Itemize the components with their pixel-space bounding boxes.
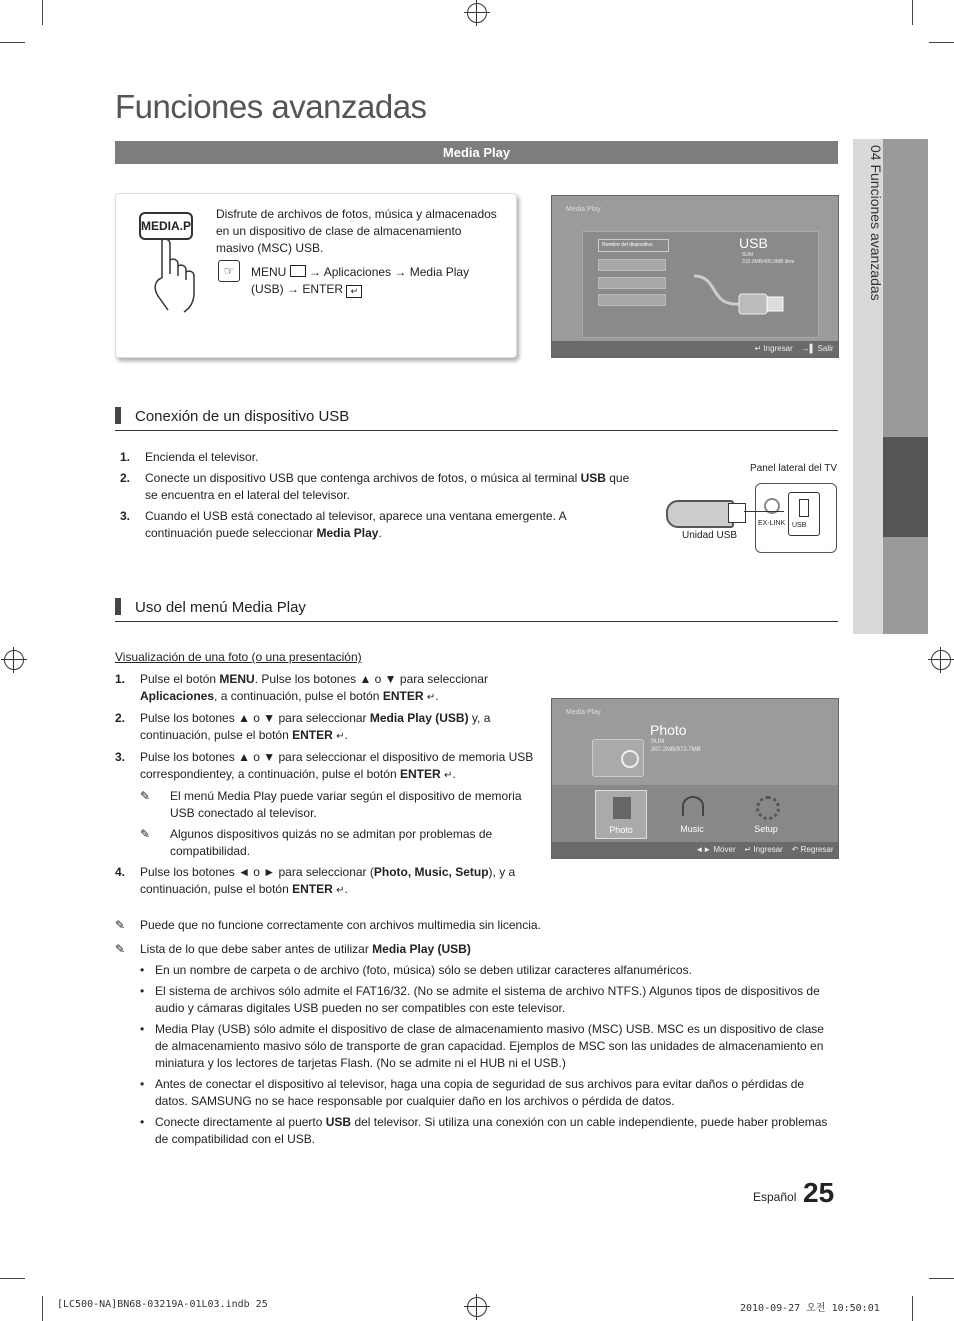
usb-screen [551, 195, 839, 358]
note-text: Algunos dispositivos quizás no se admitan por problemas de compatibilidad. [170, 827, 493, 858]
connection-arrow [744, 511, 784, 512]
enter-icon: ↵ [754, 344, 764, 353]
registration-mark-icon [467, 3, 487, 23]
gear-icon [756, 796, 780, 820]
section-bar: Media Play [115, 141, 838, 164]
crop-mark [0, 42, 25, 43]
step-text: . [378, 526, 382, 540]
heading-mark [115, 407, 121, 424]
usb-steps [120, 449, 630, 542]
hand-icon [150, 238, 208, 313]
print-footer-right: 2010-09-27 오전 10:50:01 [740, 1303, 880, 1314]
device-name: SUM [651, 739, 665, 745]
step-text: Encienda el televisor. [145, 450, 259, 464]
step-bold: USB [580, 471, 606, 485]
bullet-item [155, 983, 835, 1017]
media-p-button: MEDIA.P [139, 212, 193, 240]
side-tab-segment [883, 537, 928, 634]
device-row[interactable] [598, 294, 666, 306]
camera-icon [592, 739, 644, 777]
step-number: 2. [120, 471, 131, 485]
device-row[interactable] [598, 277, 666, 289]
footer-mover: Mover [713, 845, 736, 854]
media-play-logo: Media Play [566, 709, 601, 716]
usb-plug-icon [689, 266, 789, 321]
step-number: 3. [120, 509, 131, 523]
device-row[interactable]: Nombre del dispositivo [598, 239, 669, 252]
footer-ingresar: Ingresar [763, 344, 793, 353]
enter-label: ENTER [302, 282, 344, 296]
step-text: Pulse los botones ▲ o ▼ para seleccionar [140, 711, 370, 725]
enter-icon: ↵ [346, 285, 362, 298]
step [115, 749, 545, 784]
bullet-text: Conecte directamente al puerto [155, 1115, 326, 1129]
bullet-item [155, 1114, 835, 1148]
menu-item-setup[interactable] [741, 790, 791, 837]
usb-port [788, 492, 820, 536]
screen-footer [552, 341, 838, 357]
step-bold: ENTER [382, 689, 424, 703]
step-bold: Aplicaciones [140, 689, 215, 703]
crop-mark [0, 1278, 25, 1279]
step [120, 449, 630, 466]
side-tab-segment [883, 139, 928, 437]
unit-label: Unidad USB [682, 530, 738, 541]
bullet-item [155, 962, 835, 979]
step-text: ), y a continuación, pulse el botón [140, 865, 516, 896]
subheading: Visualización de una foto (o una presentación) [115, 650, 362, 664]
print-footer-left: [LC500-NA]BN68-03219A-01L03.indb 25 [57, 1299, 268, 1310]
bullet-text: del televisor. Si utiliza una conexión con un cable independiente, puede haber problemas de compatibilidad con el USB. [155, 1115, 828, 1146]
step-text: Pulse los botones ▲ o ▼ para seleccionar el dispositivo de memoria USB correspondientey, a continuación, pulse el botón [140, 750, 534, 781]
usb-name: SUM [742, 252, 754, 258]
step-text: , a continuación, pulse el botón [214, 689, 383, 703]
usb-stick-icon [666, 500, 734, 528]
menu-path-text: (USB) → [251, 282, 303, 296]
bullet-text: El sistema de archivos sólo admite el FAT16/32. (No se admite el sistema de archivo NTFS.) Algunos tipos de dispositivos de audio y cámaras digitales USB pueden no ser compatibles con este televisor. [155, 984, 820, 1015]
crop-mark [929, 1278, 954, 1279]
menu-item-label: Setup [754, 824, 778, 834]
usb-stick-connector [728, 503, 746, 523]
arrows-icon: ◄► [695, 845, 714, 854]
bullet-bold: USB [325, 1115, 352, 1129]
bullet-item [155, 1076, 835, 1110]
step-bold: ENTER [399, 767, 441, 781]
section-heading [115, 407, 838, 431]
step [115, 864, 545, 899]
note-icon: ✎ [140, 789, 151, 803]
note-icon: ✎ [115, 942, 126, 956]
step-bold: Media Play (USB) [369, 711, 469, 725]
media-steps [115, 671, 545, 899]
usb-slot-icon [799, 499, 809, 517]
bullet-text: En un nombre de carpeta o de archivo (foto, música) sólo se deben utilizar caracteres alfanuméricos. [155, 963, 692, 977]
bullet-item [155, 1021, 835, 1072]
step-number: 2. [115, 711, 126, 725]
enter-icon: ↵ [744, 845, 754, 854]
exlink-label: EX-LINK [758, 520, 786, 527]
step-number: 1. [120, 450, 131, 464]
headphones-icon [682, 796, 704, 816]
menu-item-label: Photo [609, 825, 633, 835]
note-icon: ✎ [140, 827, 151, 841]
notes [115, 917, 835, 1148]
step-bold: Photo, Music, Setup [373, 865, 489, 879]
section-heading [115, 598, 838, 622]
step-text: Cuando el USB está conectado al televisor, aparece una ventana emergente. A continuación puede seleccionar [145, 509, 566, 540]
bullet-text: Media Play (USB) sólo admite el dispositivo de clase de almacenamiento masivo (MSC) USB. MSC es un dispositivo de clase de almacenamiento masivo sólo de transporte de gran capacidad. Ejemplos de MSC son las unidades de almacenamiento en miniatura y los lectores de tarjetas Flash. (No se admite ni el HUB ni el USB.) [155, 1022, 824, 1070]
usb-title: USB [739, 235, 768, 251]
device-size: 307.2MB/973.7MB [651, 747, 701, 753]
info-text: Disfrute de archivos de fotos, música y almacenados en un dispositivo de clase de almacenamiento masivo (MSC) USB. [216, 207, 497, 255]
menu-item-label: Music [680, 824, 704, 834]
side-tab-active [883, 437, 928, 537]
registration-mark-icon [931, 650, 951, 670]
side-tab-label: 04 Funciones avanzadas [868, 145, 884, 301]
note-text: El menú Media Play puede variar según el dispositivo de memoria USB conectado al televisor. [170, 789, 522, 820]
step-number: 4. [115, 865, 126, 879]
note-text: Puede que no funcione correctamente con archivos multimedia sin licencia. [140, 918, 541, 932]
enter-icon: ↵ [426, 692, 436, 703]
step-bold: ENTER [292, 882, 333, 896]
section-heading-text: Uso del menú Media Play [135, 599, 306, 616]
step [120, 508, 630, 542]
step-text: que se encuentra en el lateral del televisor. [145, 471, 630, 502]
page-number: 25 [803, 1177, 835, 1208]
crop-mark [912, 0, 913, 25]
menu-icon [290, 265, 306, 277]
step-number: 1. [115, 672, 126, 686]
enter-icon: ↵ [336, 885, 345, 896]
step-bold: MENU [219, 672, 255, 686]
step-text: . [452, 767, 456, 781]
footer-ingresar: Ingresar [753, 845, 783, 854]
step-text: Pulse los botones ◄ o ► para seleccionar ( [140, 865, 374, 879]
heading-mark [115, 598, 121, 615]
crop-mark [912, 1296, 913, 1321]
step-text: . [344, 882, 348, 896]
section-heading-text: Conexión de un dispositivo USB [135, 408, 350, 425]
step-text: . Pulse los botones ▲ o ▼ para seleccionar [254, 672, 488, 686]
note-bold: Media Play (USB) [372, 942, 471, 956]
crop-mark [42, 0, 43, 25]
step-text: . [435, 689, 439, 703]
camera-lens [621, 750, 639, 768]
panel-label: Panel lateral del TV [750, 463, 838, 474]
photo-title: Photo [650, 722, 687, 738]
remote-icon: ☞ [218, 260, 240, 282]
crop-mark [42, 1296, 43, 1321]
media-play-screen [551, 698, 839, 859]
step [115, 710, 545, 745]
menu-path-text: → Aplicaciones → Media Play [305, 265, 470, 279]
step-bold: ENTER [292, 728, 333, 742]
crop-mark [929, 42, 954, 43]
step-text: Conecte un dispositivo USB que contenga archivos de fotos, o música al terminal [145, 471, 581, 485]
step [115, 671, 545, 706]
menu-path [251, 264, 501, 298]
photo-icon [613, 797, 631, 819]
note [115, 917, 835, 934]
enter-icon: ↵ [443, 770, 453, 781]
usb-size: 315.0MB/495.0MB libre [742, 259, 795, 265]
note-icon: ✎ [115, 918, 126, 932]
registration-mark-icon [4, 650, 24, 670]
bullet-text: Antes de conectar el dispositivo al televisor, haga una copia de seguridad de sus archivos para evitar daños o pérdidas de datos. SAMSUNG no se hace responsable por cualquier daño en los archivos o pérdida de datos. [155, 1077, 805, 1108]
bullet-list [115, 962, 835, 1148]
menu-label: MENU [251, 265, 287, 279]
step-bold: Media Play [316, 526, 379, 540]
return-icon: ↶ [791, 845, 801, 854]
step-text: Pulse el botón [140, 672, 220, 686]
note [115, 788, 545, 822]
exit-icon: →▌ [801, 344, 818, 353]
device-row[interactable] [598, 259, 666, 271]
usb-port-label: USB [792, 522, 807, 529]
page-language: Español [753, 1190, 797, 1204]
page-title: Funciones avanzadas [115, 88, 427, 125]
note [115, 941, 835, 958]
screen-footer [552, 842, 838, 858]
step [120, 470, 630, 504]
tv-side-panel [755, 483, 837, 553]
note-text: Lista de lo que debe saber antes de utilizar [140, 942, 373, 956]
step-text: . [344, 728, 348, 742]
menu-item-photo[interactable] [595, 790, 647, 839]
registration-mark-icon [467, 1297, 487, 1317]
step-number: 3. [115, 750, 126, 764]
enter-icon: ↵ [336, 731, 345, 742]
note [115, 826, 545, 860]
step-text: y, a continuación, pulse el botón [140, 711, 491, 742]
menu-item-music[interactable] [667, 790, 717, 837]
footer-salir: Salir [817, 344, 834, 353]
footer-regresar: Regresar [800, 845, 834, 854]
media-play-logo: Media Play [566, 206, 601, 213]
